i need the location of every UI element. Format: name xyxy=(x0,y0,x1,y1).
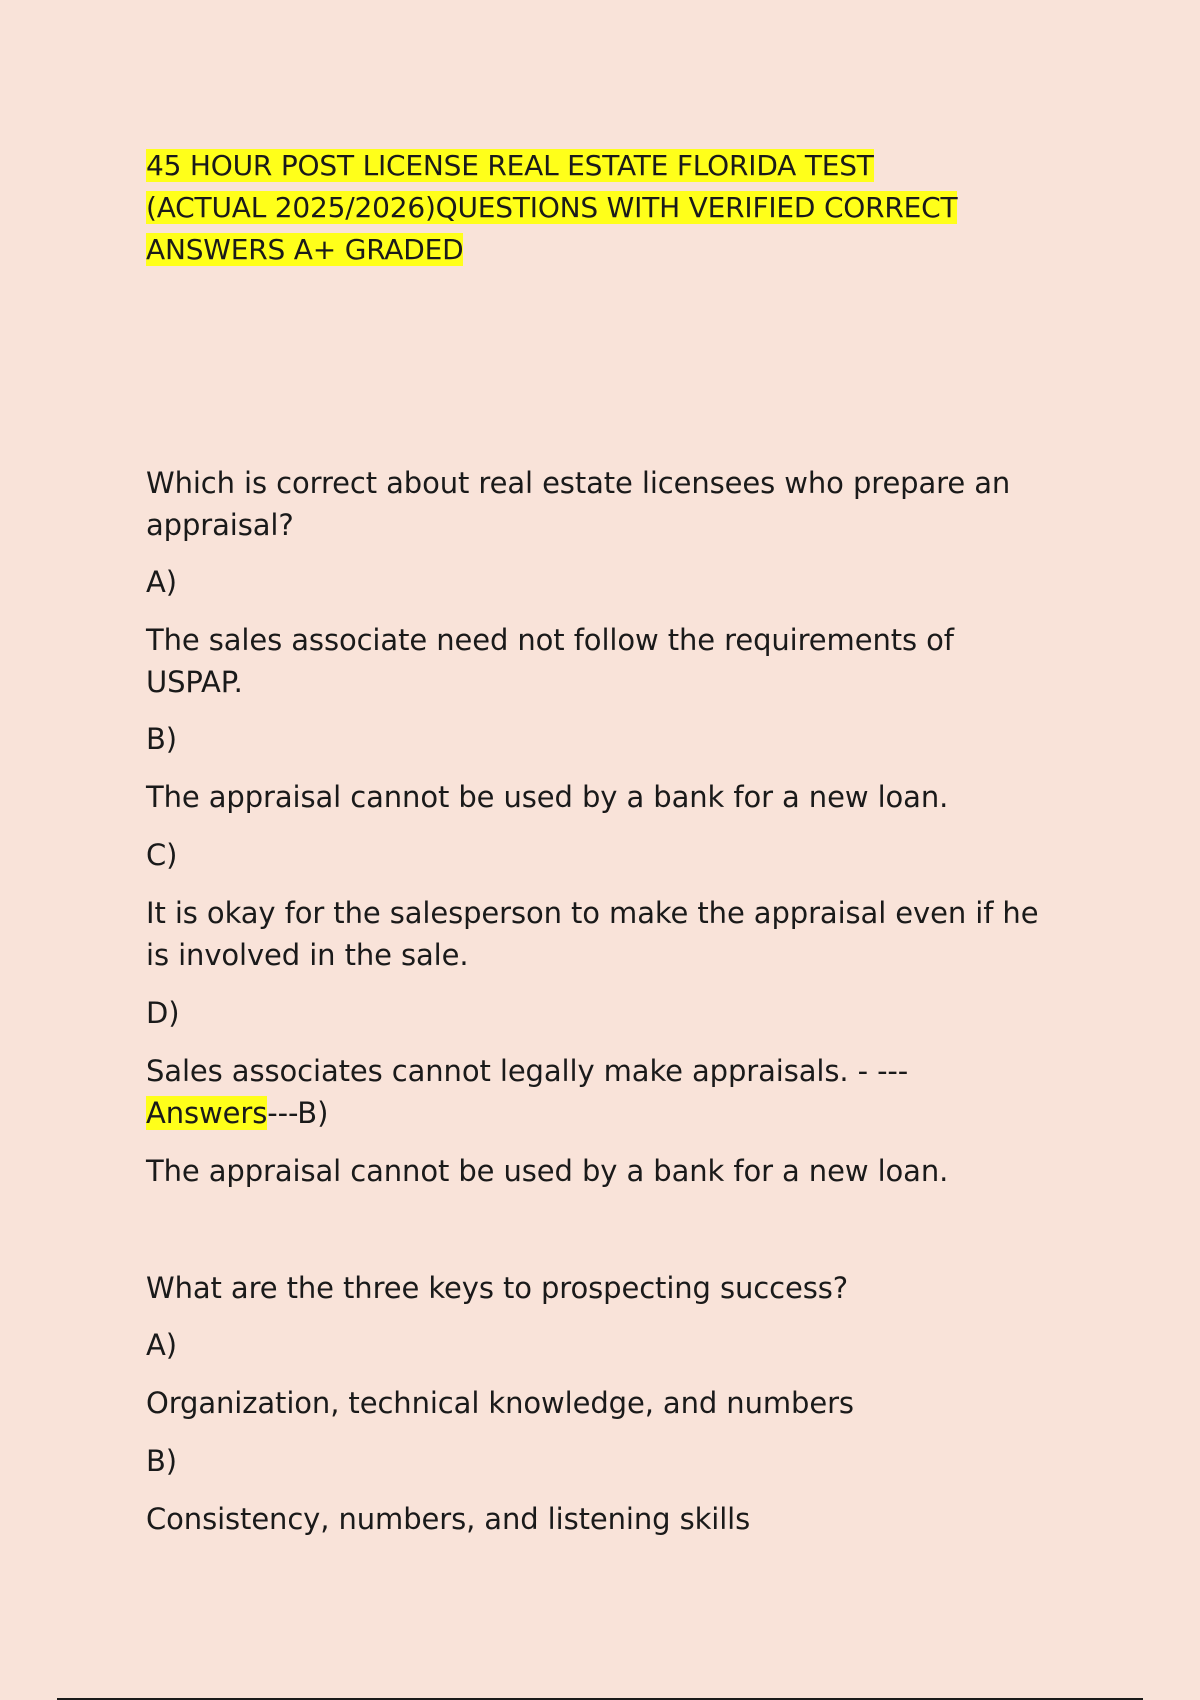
question-2-option-b-text: Consistency, numbers, and listening skills xyxy=(146,1502,751,1536)
question-1-answer-text: The appraisal cannot be used by a bank for a new loan. xyxy=(146,1154,949,1188)
title-line-1: 45 HOUR POST LICENSE REAL ESTATE FLORIDA TEST xyxy=(146,149,874,182)
question-1-text-line-2: appraisal? xyxy=(146,508,294,542)
question-1-option-c-line-1: It is okay for the salesperson to make the appraisal even if he xyxy=(146,896,1039,930)
question-1-option-b-label: B) xyxy=(146,722,178,756)
question-1-option-c-label: C) xyxy=(146,838,178,872)
document-title xyxy=(146,145,1046,271)
question-1-option-a-label: A) xyxy=(146,565,177,599)
question-2-text: What are the three keys to prospecting success? xyxy=(146,1271,849,1305)
question-1-option-d-line-1: Sales associates cannot legally make appraisals. - --- xyxy=(146,1054,909,1088)
question-2-option-a-label: A) xyxy=(146,1328,177,1362)
question-1-option-a-line-2: USPAP. xyxy=(146,665,243,699)
question-1-answer-line xyxy=(146,1092,328,1134)
question-2-option-a-text: Organization, technical knowledge, and numbers xyxy=(146,1386,854,1420)
question-1-option-a-line-1: The sales associate need not follow the requirements of xyxy=(146,623,954,657)
question-1-text-line-1: Which is correct about real estate licensees who prepare an xyxy=(146,466,1011,500)
question-2-option-b-label: B) xyxy=(146,1444,178,1478)
question-1-option-c-line-2: is involved in the sale. xyxy=(146,938,469,972)
answers-highlight: Answers xyxy=(146,1096,268,1130)
title-line-2: (ACTUAL 2025/2026)QUESTIONS WITH VERIFIED CORRECT xyxy=(146,191,958,224)
title-line-3: ANSWERS A+ GRADED xyxy=(146,233,464,266)
answers-choice: ---B) xyxy=(267,1096,329,1130)
question-1-option-b-text: The appraisal cannot be used by a bank for a new loan. xyxy=(146,780,949,814)
question-1-option-d-label: D) xyxy=(146,996,180,1030)
